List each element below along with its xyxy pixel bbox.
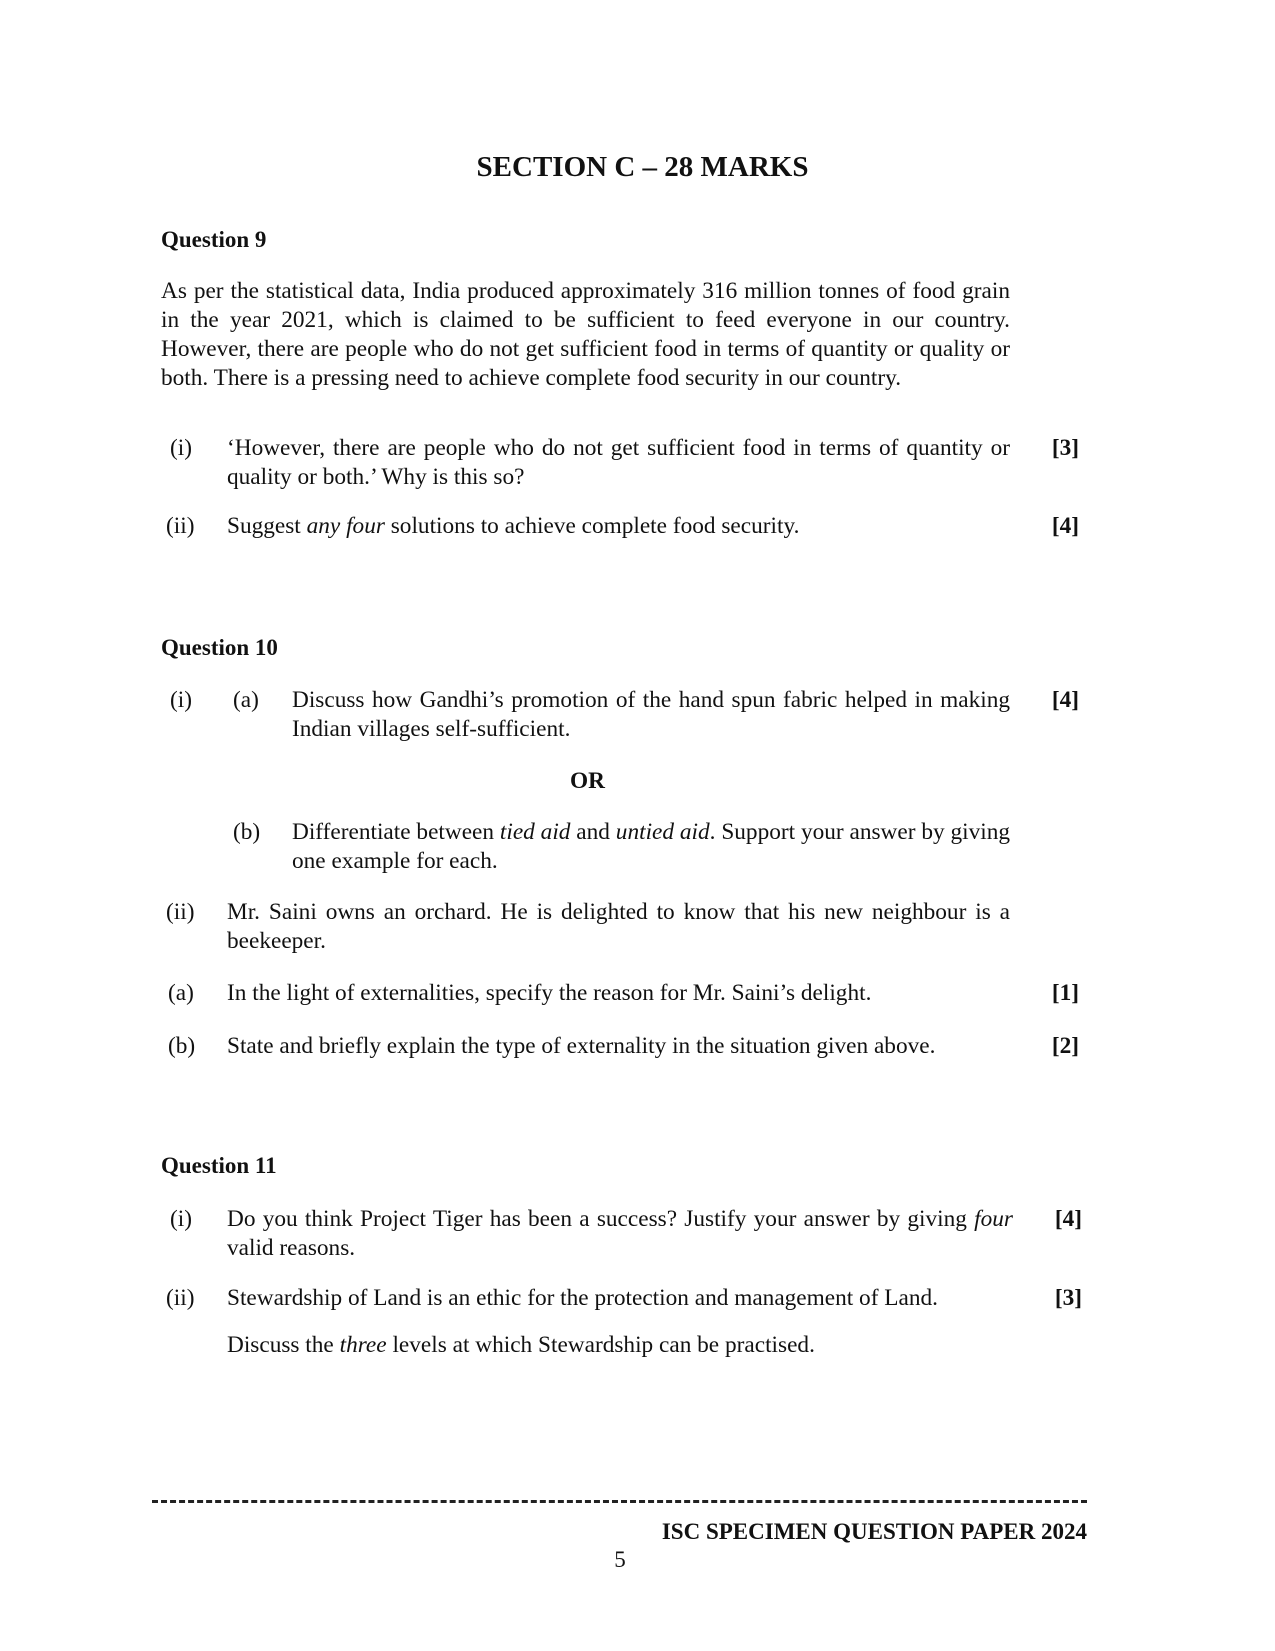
q11-part-ii-number: (ii) (166, 1285, 195, 1311)
q10-part-i-number: (i) (170, 687, 192, 713)
q10-part-i-b-term-tied-aid: tied aid (499, 819, 571, 845)
question-11-heading: Question 11 (161, 1153, 277, 1178)
q10-part-i-b-term-untied-aid: untied aid (615, 819, 710, 845)
question-9-heading: Question 9 (161, 227, 267, 252)
q10-part-i-b-text-post: . Support your answer by giving one example for each. (292, 819, 1011, 874)
q10-part-ii-b-text: State and briefly explain the type of externality in the situation given above. (227, 1033, 936, 1059)
q11-part-ii-subtext-emphasis: three (339, 1332, 387, 1358)
q9-part-i-text: ‘However, there are people who do not get sufficient food in terms of quantity or quality or both.’ Why is this so? (227, 435, 1010, 490)
q10-part-ii-a-label: (a) (168, 980, 194, 1006)
q10-part-i-a-marks: [4] (1051, 687, 1079, 713)
q9-part-i-number: (i) (170, 435, 192, 461)
q9-part-ii-marks: [4] (1051, 513, 1079, 539)
q11-part-ii-text: Stewardship of Land is an ethic for the protection and management of Land. (227, 1285, 938, 1311)
q10-part-i-a-text: Discuss how Gandhi’s promotion of the hand spun fabric helped in making Indian villages self-sufficient. (292, 687, 1010, 742)
q9-part-ii-text-pre: Suggest (227, 513, 307, 539)
or-separator: OR (570, 768, 605, 794)
footer-dashed-divider (152, 1500, 1087, 1503)
q11-part-i-text-pre: Do you think Project Tiger has been a success? Justify your answer by giving (227, 1206, 975, 1232)
q10-part-i-b-text-pre: Differentiate between (292, 819, 500, 845)
q10-part-ii-a-text: In the light of externalities, specify the reason for Mr. Saini’s delight. (227, 980, 872, 1006)
q10-part-ii-number: (ii) (166, 899, 195, 925)
q11-part-i-text-emphasis: four (974, 1206, 1013, 1232)
q11-part-i-text (227, 1205, 1013, 1263)
q10-part-i-b-label: (b) (233, 819, 261, 845)
q10-part-ii-text: Mr. Saini owns an orchard. He is delighted to know that his new neighbour is a beekeeper. (227, 899, 1010, 954)
q10-part-i-b-text (292, 818, 1010, 876)
q11-part-i-number: (i) (170, 1206, 192, 1232)
q10-part-ii-b-label: (b) (168, 1033, 196, 1059)
q9-part-i-marks: [3] (1051, 435, 1079, 461)
footer-paper-title: ISC SPECIMEN QUESTION PAPER 2024 (661, 1519, 1087, 1544)
q11-part-i-text-post: valid reasons. (227, 1235, 356, 1261)
q10-part-i-a-label: (a) (233, 687, 259, 713)
page-number: 5 (614, 1547, 626, 1572)
q9-part-ii-text-post: solutions to achieve complete food security. (384, 513, 800, 539)
q9-part-ii-text-emphasis: any four (306, 513, 385, 539)
q10-part-ii-b-marks: [2] (1051, 1033, 1079, 1059)
q11-part-ii-subtext-pre: Discuss the (227, 1332, 340, 1358)
question-10-heading: Question 10 (161, 635, 278, 660)
question-9-intro: As per the statistical data, India produced approximately 316 million tonnes of food grain in the year 2021, which is claimed to be sufficient to feed everyone in our country. However, there are people who do not get sufficient food in terms of quantity or quality or both. There is a pressing need to achieve complete food security in our country. (161, 278, 1010, 391)
q9-part-ii-text (227, 512, 1010, 541)
q11-part-i-marks: [4] (1054, 1206, 1082, 1232)
q11-part-ii-subtext (227, 1331, 1013, 1360)
q11-part-ii-marks: [3] (1054, 1285, 1082, 1311)
q10-part-i-b-text-mid: and (570, 819, 616, 845)
q10-part-ii-a-marks: [1] (1051, 980, 1079, 1006)
section-title: SECTION C – 28 MARKS (476, 151, 809, 183)
q11-part-ii-subtext-post: levels at which Stewardship can be practised. (386, 1332, 815, 1358)
q9-part-ii-number: (ii) (166, 513, 195, 539)
